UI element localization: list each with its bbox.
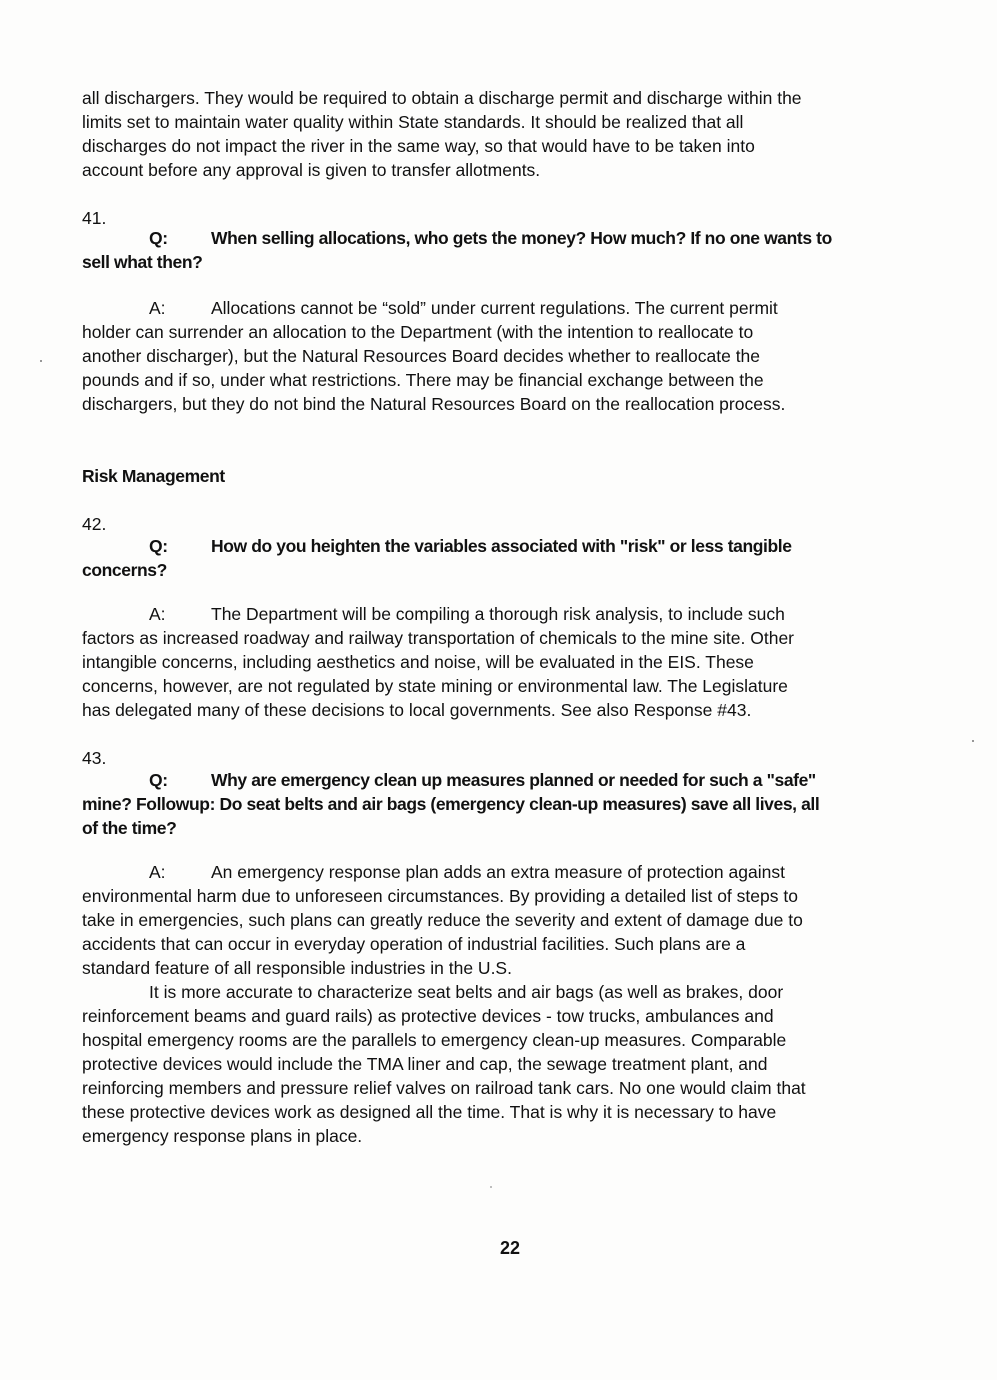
scan-speck — [490, 1186, 492, 1188]
question-line: sell what then? — [82, 252, 203, 272]
q-label: Q: — [149, 770, 168, 790]
answer-line: The Department will be compiling a thorough risk analysis, to include such — [211, 604, 785, 624]
question-line: When selling allocations, who gets the money? How much? If no one wants to — [211, 228, 832, 248]
answer-line: An emergency response plan adds an extra measure of protection against — [211, 862, 785, 882]
answer-line: standard feature of all responsible industries in the U.S. — [82, 958, 512, 978]
answer-43-followup — [82, 980, 922, 1148]
answer-line: reinforcement beams and guard rails) as protective devices - tow trucks, ambulances and — [82, 1006, 774, 1026]
intro-line: account before any approval is given to transfer allotments. — [82, 160, 541, 180]
a-label: A: — [149, 298, 166, 318]
intro-line: discharges do not impact the river in the same way, so that would have to be taken into — [82, 136, 755, 156]
answer-line: another discharger), but the Natural Resources Board decides whether to reallocate the — [82, 346, 761, 366]
question-number-43: 43. — [82, 748, 107, 768]
answer-42 — [82, 602, 922, 722]
answer-line: Allocations cannot be “sold” under current regulations. The current permit — [211, 298, 778, 318]
scan-speck — [972, 740, 974, 742]
answer-line: protective devices would include the TMA liner and cap, the sewage treatment plant, and — [82, 1054, 768, 1074]
question-line: concerns? — [82, 560, 167, 580]
intro-paragraph — [82, 86, 922, 182]
answer-line: environmental harm due to unforeseen circumstances. By providing a detailed list of steps to — [82, 886, 798, 906]
question-number-42: 42. — [82, 514, 107, 534]
page-number: 22 — [499, 1238, 521, 1258]
a-label: A: — [149, 604, 166, 624]
answer-line: these protective devices work as designed all the time. That is why it is necessary to have — [82, 1102, 777, 1122]
question-line: of the time? — [82, 818, 177, 838]
question-43 — [82, 768, 922, 840]
q-label: Q: — [149, 536, 168, 556]
answer-line: hospital emergency rooms are the parallels to emergency clean-up measures. Comparable — [82, 1030, 787, 1050]
answer-line: concerns, however, are not regulated by state mining or environmental law. The Legislature — [82, 676, 788, 696]
question-41 — [82, 226, 922, 274]
answer-line: holder can surrender an allocation to the Department (with the intention to reallocate to — [82, 322, 754, 342]
intro-line: limits set to maintain water quality within State standards. It should be realized that all — [82, 112, 744, 132]
answer-line: emergency response plans in place. — [82, 1126, 363, 1146]
question-42 — [82, 534, 922, 582]
question-line: How do you heighten the variables associated with "risk" or less tangible — [211, 536, 792, 556]
answer-line: dischargers, but they do not bind the Natural Resources Board on the reallocation process. — [82, 394, 786, 414]
answer-line: reinforcing members and pressure relief valves on railroad tank cars. No one would claim that — [82, 1078, 806, 1098]
answer-43 — [82, 860, 922, 980]
a-label: A: — [149, 862, 166, 882]
answer-line: factors as increased roadway and railway transportation of chemicals to the mine site. Other — [82, 628, 795, 648]
answer-line: intangible concerns, including aesthetics and noise, will be evaluated in the EIS. These — [82, 652, 754, 672]
question-number-41: 41. — [82, 208, 107, 228]
section-heading: Risk Management — [82, 466, 225, 486]
answer-line: has delegated many of these decisions to local governments. See also Response #43. — [82, 700, 752, 720]
answer-line: It is more accurate to characterize seat belts and air bags (as well as brakes, door — [149, 982, 784, 1002]
scan-speck — [40, 360, 42, 362]
answer-line: pounds and if so, under what restrictions. There may be financial exchange between the — [82, 370, 764, 390]
answer-41 — [82, 296, 922, 416]
q-label: Q: — [149, 228, 168, 248]
answer-line: take in emergencies, such plans can greatly reduce the severity and extent of damage due to — [82, 910, 803, 930]
question-line: mine? Followup: Do seat belts and air bags (emergency clean-up measures) save all lives, all — [82, 794, 820, 814]
question-line: Why are emergency clean up measures planned or needed for such a "safe" — [211, 770, 816, 790]
answer-line: accidents that can occur in everyday operation of industrial facilities. Such plans are a — [82, 934, 746, 954]
intro-line: all dischargers. They would be required to obtain a discharge permit and discharge within the — [82, 88, 802, 108]
